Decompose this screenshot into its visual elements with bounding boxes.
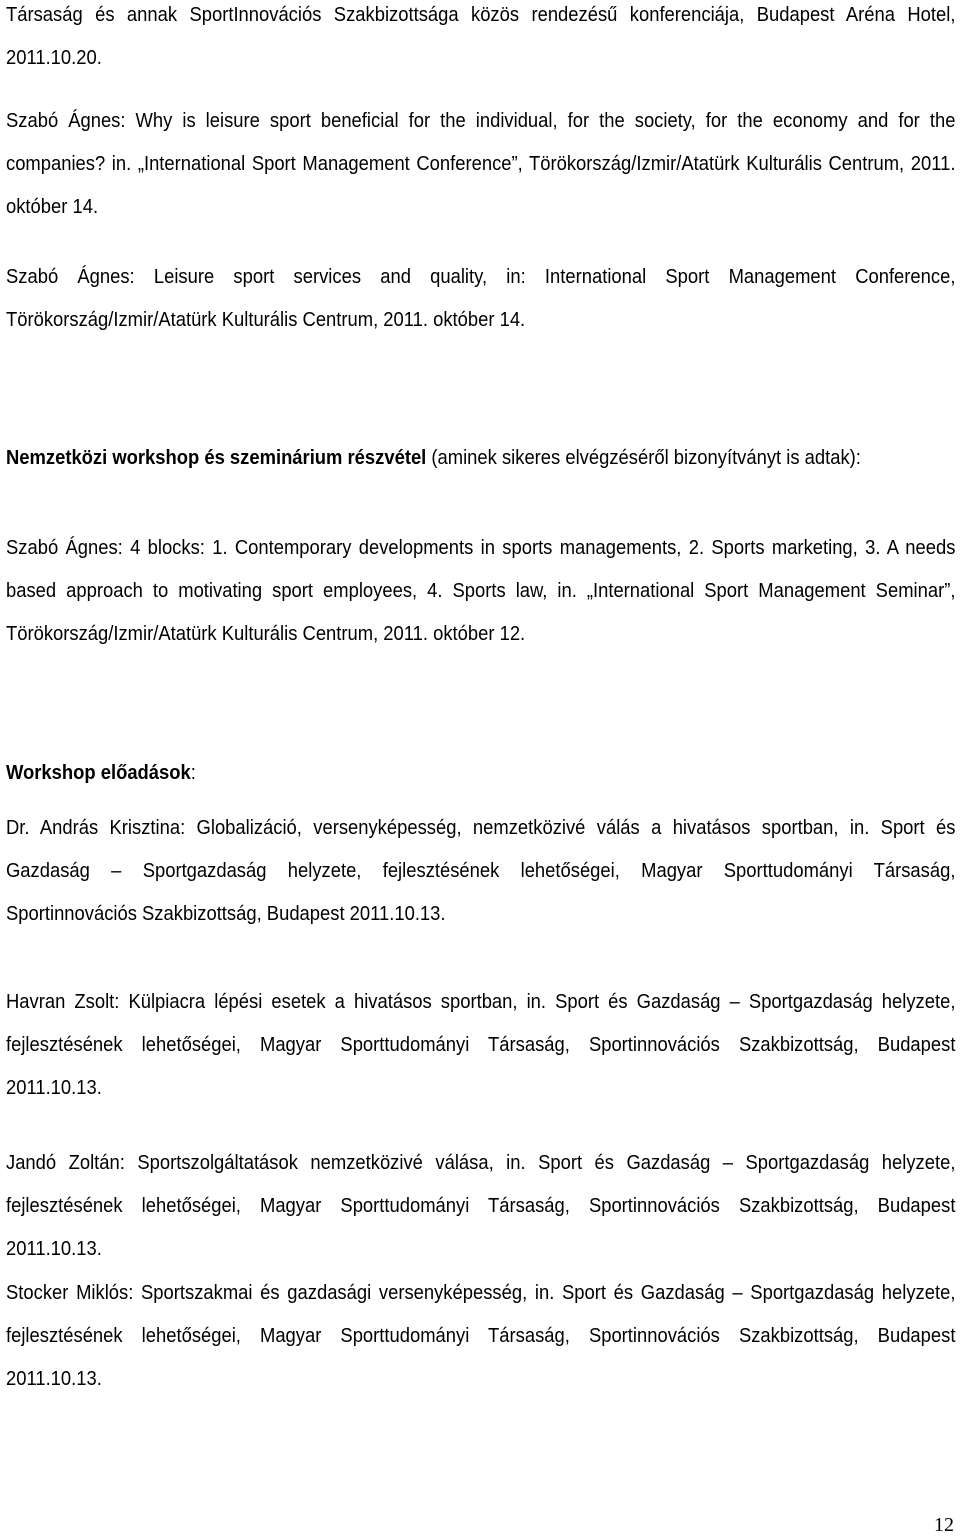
section-heading-workshop-seminar	[6, 437, 955, 480]
section-heading-workshop-talks-colon: :	[190, 762, 196, 784]
paragraph-andras-krisztina: Dr. András Krisztina: Globalizáció, versenyképesség, nemzetközivé válás a hivatásos sportban, in. Sport és Gazdaság – Sportgazdaság helyzete, fejlesztésének lehetőségei, Magyar Sporttudományi Társaság, Sportinnovációs Szakbizottság, Budapest 2011.10.13.	[6, 817, 956, 925]
section-heading-workshop-seminar-rest: (aminek sikeres elvégzéséről bizonyítványt is adtak):	[426, 447, 861, 469]
section-heading-workshop-seminar-bold: Nemzetközi workshop és szeminárium részvétel	[6, 447, 427, 469]
paragraph-jando-zoltan: Jandó Zoltán: Sportszolgáltatások nemzetközivé válása, in. Sport és Gazdaság – Sportgazdaság helyzete, fejlesztésének lehetőségei, Magyar Sporttudományi Társaság, Sportinnovációs Szakbizottság, Budapest 2011.10.13.	[6, 1152, 956, 1260]
section-heading-workshop-talks	[6, 752, 955, 795]
paragraph-leisure-sport-beneficial: Szabó Ágnes: Why is leisure sport beneficial for the individual, for the society, for the economy and for the companies? in. „International Sport Management Conference”, Törökország/Izmir/Atatürk Kulturális Centrum, 2011. október 14.	[6, 110, 956, 218]
paragraph-four-blocks: Szabó Ágnes: 4 blocks: 1. Contemporary developments in sports managements, 2. Sports marketing, 3. A needs based approach to motivating sport employees, 4. Sports law, in. „International Sport Management Seminar”, Törökország/Izmir/Atatürk Kulturális Centrum, 2011. október 12.	[6, 537, 956, 645]
paragraph-stocker-miklos: Stocker Miklós: Sportszakmai és gazdasági versenyképesség, in. Sport és Gazdaság – Sportgazdaság helyzete, fejlesztésének lehetőségei, Magyar Sporttudományi Társaság, Sportinnovációs Szakbizottság, Budapest 2011.10.13.	[6, 1282, 956, 1390]
section-heading-workshop-talks-bold: Workshop előadások	[6, 762, 191, 784]
paragraph-leisure-sport-services: Szabó Ágnes: Leisure sport services and quality, in: International Sport Management Conference, Törökország/Izmir/Atatürk Kulturális Centrum, 2011. október 14.	[6, 266, 956, 331]
paragraph-havran-zsolt: Havran Zsolt: Külpiacra lépési esetek a hivatásos sportban, in. Sport és Gazdaság – Sportgazdaság helyzete, fejlesztésének lehetőségei, Magyar Sporttudományi Társaság, Sportinnovációs Szakbizottság, Budapest 2011.10.13.	[6, 991, 956, 1099]
page-number: 12	[934, 1514, 954, 1536]
paragraph-conference-intro: Társaság és annak SportInnovációs Szakbizottsága közös rendezésű konferenciája, Budapest Aréna Hotel, 2011.10.20.	[6, 4, 956, 69]
